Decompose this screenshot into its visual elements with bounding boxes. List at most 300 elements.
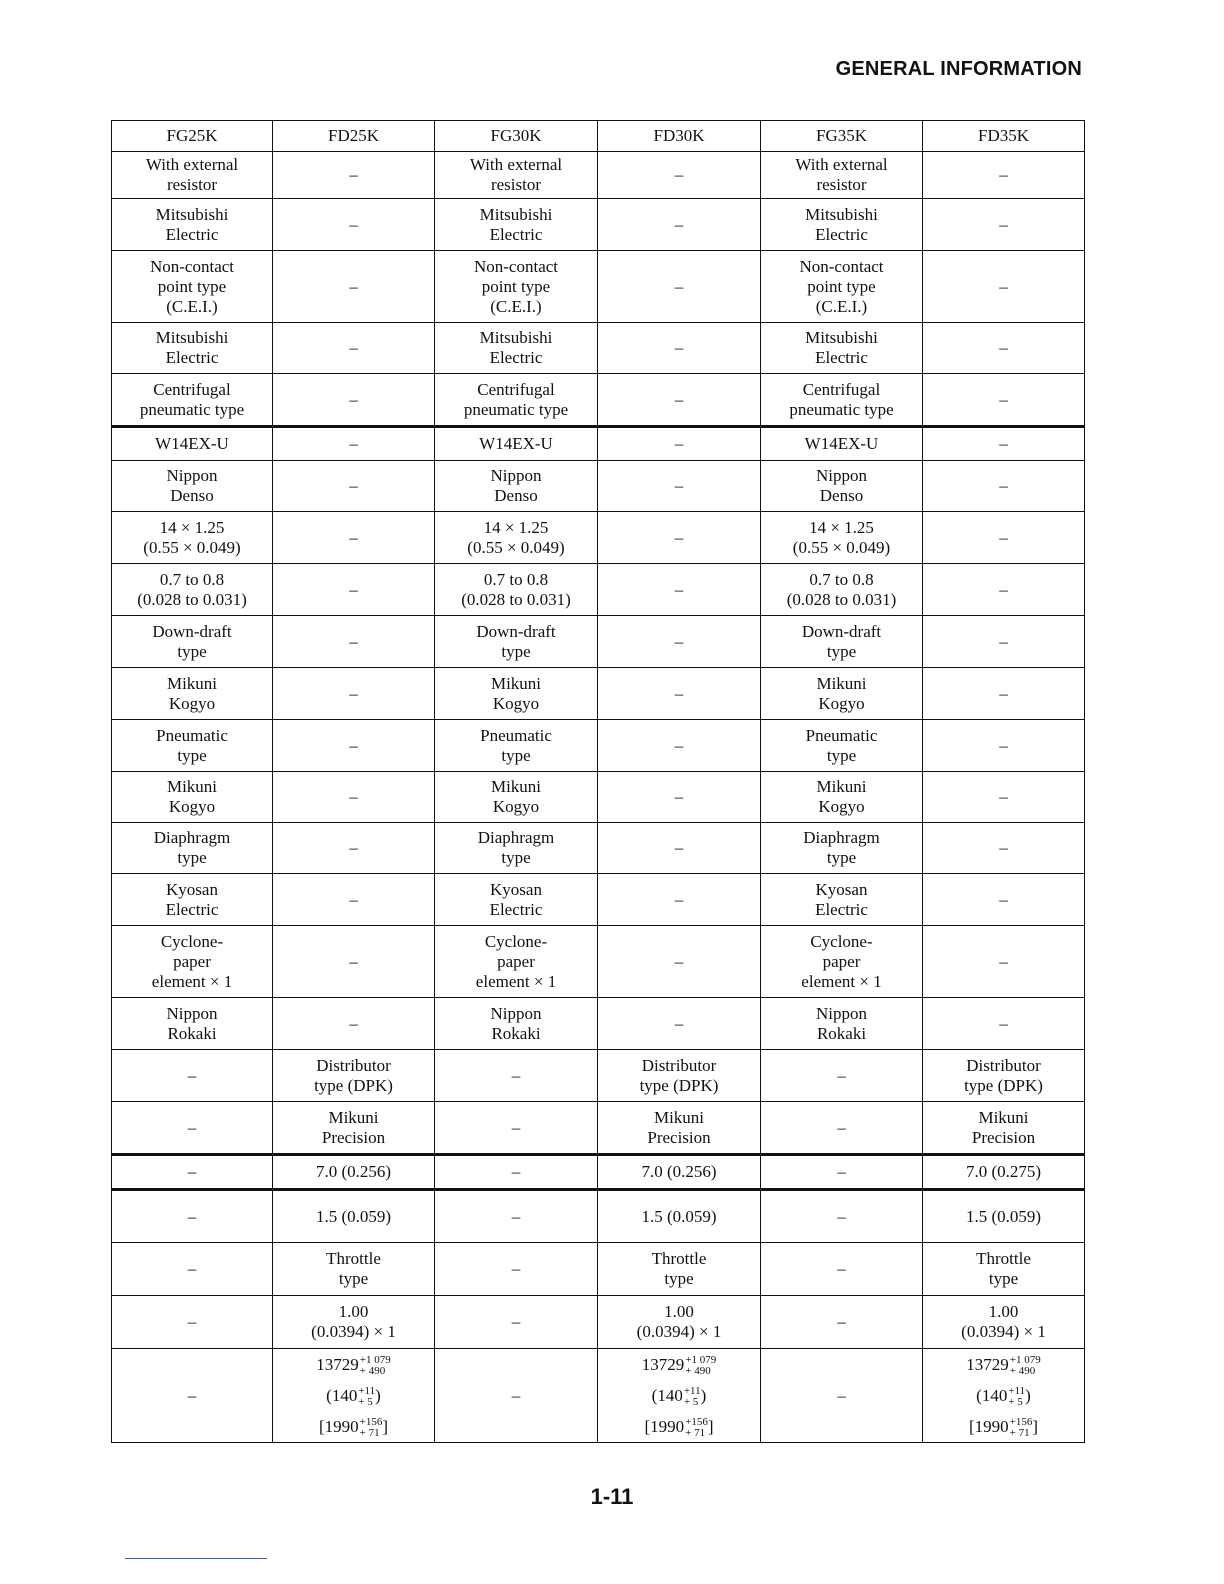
table-cell — [273, 616, 435, 668]
cell-text: Nippon Rokaki — [816, 1003, 867, 1043]
cell-text: – — [674, 214, 684, 234]
table-cell — [923, 427, 1085, 461]
cell-text: – — [999, 787, 1008, 806]
table-cell — [273, 668, 435, 720]
tolerance — [358, 1386, 375, 1408]
tolerance-lower: + 5 — [358, 1396, 373, 1409]
cell-text: Nippon Denso — [166, 466, 218, 505]
pressure-base: (140 — [976, 1386, 1008, 1405]
table-cell — [923, 199, 1085, 251]
tolerance — [1010, 1355, 1041, 1377]
table-cell — [923, 1190, 1085, 1243]
cell-text: Mikuni Kogyo — [166, 673, 218, 713]
cell-text: With external resistor — [469, 155, 563, 194]
tolerance-lower: + 490 — [1009, 1365, 1036, 1378]
cell-text: W14EX-U — [479, 434, 553, 453]
table-row — [112, 374, 1085, 427]
table-cell — [273, 874, 435, 926]
table-cell — [761, 1155, 923, 1190]
table-cell — [761, 772, 923, 823]
table-cell — [273, 374, 435, 427]
cell-text: – — [837, 1206, 846, 1226]
table-cell — [923, 998, 1085, 1050]
table-row — [112, 616, 1085, 668]
table-cell — [923, 564, 1085, 616]
cell-text: – — [349, 527, 358, 547]
cell-text: Mitsubishi Electric — [155, 204, 229, 244]
table-row — [112, 823, 1085, 874]
table-cell — [112, 1190, 273, 1243]
table-cell — [923, 720, 1085, 772]
column-header: FG25K — [112, 121, 273, 152]
cell-text: W14EX-U — [155, 434, 229, 453]
cell-text: – — [349, 889, 358, 909]
cell-text: – — [349, 838, 358, 857]
table-cell — [923, 251, 1085, 323]
table-cell — [761, 874, 923, 926]
table-cell — [761, 616, 923, 668]
cell-text: – — [999, 338, 1008, 357]
tolerance-lower: + 490 — [685, 1365, 711, 1378]
cell-text: Mikuni Precision — [321, 1107, 386, 1147]
cell-text: – — [187, 1312, 197, 1331]
tolerance-lower: + 71 — [1009, 1427, 1030, 1440]
table-cell — [761, 152, 923, 199]
table-cell — [923, 374, 1085, 427]
tolerance — [684, 1386, 701, 1408]
table-cell — [112, 461, 273, 512]
table-row — [112, 772, 1085, 823]
table-row — [112, 512, 1085, 564]
tolerance-lower: + 5 — [683, 1396, 699, 1409]
pressure-base: [1990 — [644, 1417, 685, 1436]
table-cell — [761, 1190, 923, 1243]
table-cell — [435, 152, 598, 199]
cell-text: Mitsubishi Electric — [155, 328, 229, 367]
table-cell — [598, 374, 761, 427]
table-cell — [435, 461, 598, 512]
table-cell — [761, 323, 923, 374]
table-cell — [761, 1243, 923, 1296]
table-cell — [435, 772, 598, 823]
tolerance — [1010, 1417, 1033, 1439]
table-row — [112, 1050, 1085, 1102]
cell-text: – — [674, 735, 684, 755]
cell-text: – — [349, 338, 358, 357]
cell-text: Mikuni Precision — [647, 1107, 711, 1147]
cell-text: Mitsubishi Electric — [805, 204, 878, 244]
table-cell — [923, 1296, 1085, 1349]
table-cell — [112, 823, 273, 874]
table-cell — [112, 251, 273, 323]
table-cell — [112, 152, 273, 199]
table-cell — [761, 1102, 923, 1155]
cell-text: Cyclone- paper element × 1 — [151, 931, 233, 991]
cell-text: 7.0 (0.275) — [965, 1162, 1042, 1181]
cell-text: – — [837, 1312, 846, 1331]
table-cell — [761, 251, 923, 323]
cell-text: With external resistor — [795, 155, 888, 194]
table-cell — [273, 1155, 435, 1190]
table-row — [112, 1349, 1085, 1443]
cell-text: – — [511, 1206, 521, 1226]
cell-text: – — [349, 951, 358, 971]
table-cell — [923, 1243, 1085, 1296]
table-cell — [598, 461, 761, 512]
table-cell — [598, 772, 761, 823]
cell-text: Centrifugal pneumatic type — [139, 379, 245, 419]
cell-text: Throttle type — [976, 1249, 1031, 1288]
cell-text: – — [511, 1385, 521, 1405]
cell-text: 1.00 (0.0394) × 1 — [636, 1302, 722, 1341]
table-row — [112, 1155, 1085, 1190]
table-row — [112, 874, 1085, 926]
cell-text: – — [999, 735, 1008, 755]
cell-text: 0.7 to 0.8 (0.028 to 0.031) — [786, 569, 897, 609]
pressure-value-line — [277, 1411, 430, 1442]
cell-text: Kyosan Electric — [165, 879, 219, 919]
cell-text: Non-contact point type (C.E.I.) — [473, 256, 559, 316]
table-cell — [112, 1349, 273, 1443]
column-header: FD35K — [923, 121, 1085, 152]
cell-text: With external resistor — [145, 155, 239, 194]
table-cell — [435, 1102, 598, 1155]
table-cell — [112, 1243, 273, 1296]
cell-text: – — [999, 951, 1008, 971]
table-cell — [923, 668, 1085, 720]
table-cell — [435, 374, 598, 427]
table-cell — [923, 152, 1085, 199]
table-cell — [273, 461, 435, 512]
table-row — [112, 564, 1085, 616]
cell-text: – — [349, 787, 358, 806]
table-cell — [598, 668, 761, 720]
cell-text: Throttle type — [326, 1249, 381, 1288]
tolerance-upper: +11 — [1008, 1385, 1026, 1398]
table-cell — [598, 564, 761, 616]
cell-text: – — [999, 476, 1008, 495]
tolerance-upper: +11 — [358, 1385, 376, 1398]
table-cell — [598, 874, 761, 926]
pressure-base: [1990 — [318, 1417, 359, 1436]
cell-text: – — [187, 1065, 197, 1085]
cell-text: 1.00 (0.0394) × 1 — [961, 1302, 1046, 1341]
pressure-close: ) — [700, 1386, 707, 1405]
cell-text: Nippon Denso — [816, 466, 867, 505]
cell-text: – — [674, 889, 684, 909]
table-cell — [923, 823, 1085, 874]
cell-text: – — [674, 165, 684, 184]
table-cell — [112, 1050, 273, 1102]
table-cell — [112, 874, 273, 926]
cell-text: Cyclone- paper element × 1 — [801, 931, 882, 991]
tolerance-upper: +156 — [359, 1416, 383, 1429]
table-cell — [598, 1102, 761, 1155]
cell-text: – — [349, 1013, 358, 1033]
table-cell — [761, 1349, 923, 1443]
pressure-value-line — [602, 1349, 756, 1380]
cell-text: Mitsubishi Electric — [479, 204, 553, 244]
table-cell — [761, 1050, 923, 1102]
page-header-title: GENERAL INFORMATION — [835, 58, 1082, 80]
table-cell — [435, 1050, 598, 1102]
pressure-value-line — [927, 1349, 1080, 1380]
cell-text: – — [999, 527, 1008, 547]
table-cell — [273, 772, 435, 823]
table-cell — [273, 564, 435, 616]
table-cell — [273, 152, 435, 199]
table-cell — [598, 512, 761, 564]
cell-text: – — [999, 165, 1008, 184]
tolerance — [685, 1355, 716, 1377]
table-row — [112, 199, 1085, 251]
table-cell — [923, 1349, 1085, 1443]
cell-text: – — [999, 631, 1008, 651]
cell-text: Diaphragm type — [477, 828, 555, 867]
table-cell — [598, 427, 761, 461]
table-cell — [435, 1155, 598, 1190]
pressure-value-line — [927, 1411, 1080, 1442]
pressure-base: 13729 — [966, 1355, 1009, 1374]
cell-text: Nippon Denso — [490, 466, 542, 505]
table-cell — [923, 926, 1085, 998]
table-cell — [761, 461, 923, 512]
column-header: FD30K — [598, 121, 761, 152]
pressure-base: [1990 — [968, 1417, 1009, 1436]
table-cell — [598, 823, 761, 874]
cell-text: Centrifugal pneumatic type — [463, 379, 569, 419]
cell-text: Mikuni Kogyo — [166, 777, 218, 816]
table-cell — [598, 1349, 761, 1443]
table-row — [112, 998, 1085, 1050]
cell-text: Pneumatic type — [156, 725, 228, 765]
column-header: FG35K — [761, 121, 923, 152]
cell-text: 1.5 (0.059) — [315, 1206, 392, 1226]
cell-text: Down-draft type — [476, 621, 556, 661]
cell-text: – — [837, 1065, 846, 1085]
table-cell — [273, 1243, 435, 1296]
pressure-close: ] — [707, 1417, 714, 1436]
cell-text: – — [999, 889, 1008, 909]
tolerance-upper: +1 079 — [1009, 1354, 1041, 1367]
tolerance-upper: +11 — [683, 1385, 701, 1398]
table-cell — [761, 926, 923, 998]
table-cell — [273, 998, 435, 1050]
pressure-value-line — [927, 1380, 1080, 1411]
table-cell — [435, 427, 598, 461]
cell-text: – — [511, 1117, 521, 1137]
table-cell — [112, 374, 273, 427]
table-cell — [923, 874, 1085, 926]
cell-text: Cyclone- paper element × 1 — [475, 931, 557, 991]
cell-text: 0.7 to 0.8 (0.028 to 0.031) — [461, 569, 571, 609]
table-row — [112, 1102, 1085, 1155]
cell-text: – — [674, 338, 684, 357]
table-row — [112, 251, 1085, 323]
footer-rule — [125, 1558, 267, 1559]
cell-text: – — [999, 434, 1008, 453]
cell-text: – — [511, 1162, 521, 1181]
cell-text: Mikuni Kogyo — [816, 777, 867, 816]
table-cell — [761, 427, 923, 461]
cell-text: Pneumatic type — [480, 725, 552, 765]
table-cell — [761, 720, 923, 772]
pressure-close: ) — [1025, 1386, 1031, 1405]
table-cell — [598, 720, 761, 772]
table-cell — [273, 1349, 435, 1443]
cell-text: – — [349, 579, 358, 599]
cell-text: – — [674, 389, 684, 409]
table-cell — [598, 1155, 761, 1190]
table-cell — [435, 199, 598, 251]
cell-text: Distributor type (DPK) — [639, 1055, 719, 1095]
tolerance — [360, 1417, 383, 1439]
cell-text: – — [349, 631, 358, 651]
pressure-close: ] — [1032, 1417, 1039, 1436]
table-cell — [112, 1155, 273, 1190]
table-cell — [923, 616, 1085, 668]
pressure-base: 13729 — [316, 1355, 359, 1374]
table-cell — [112, 720, 273, 772]
table-cell — [598, 1296, 761, 1349]
table-cell — [273, 1102, 435, 1155]
cell-text: – — [187, 1259, 197, 1278]
tolerance-lower: + 490 — [359, 1365, 386, 1378]
table-cell — [435, 616, 598, 668]
pressure-base: (140 — [326, 1386, 358, 1405]
cell-text: 14 × 1.25 (0.55 × 0.049) — [467, 517, 565, 557]
cell-text: – — [674, 631, 684, 651]
cell-text: W14EX-U — [804, 434, 879, 453]
table-cell — [598, 199, 761, 251]
cell-text: Diaphragm type — [153, 828, 231, 867]
table-cell — [435, 720, 598, 772]
table-row — [112, 720, 1085, 772]
pressure-close: ] — [382, 1417, 389, 1436]
cell-text: – — [187, 1162, 197, 1181]
tolerance — [685, 1417, 708, 1439]
cell-text: Kyosan Electric — [815, 879, 868, 919]
table-row — [112, 1296, 1085, 1349]
table-cell — [598, 616, 761, 668]
cell-text: Mitsubishi Electric — [479, 328, 553, 367]
cell-text: – — [674, 683, 684, 703]
table-row — [112, 1243, 1085, 1296]
pressure-base: 13729 — [641, 1355, 685, 1374]
cell-text: – — [999, 389, 1008, 409]
table-cell — [273, 323, 435, 374]
cell-text: Diaphragm type — [803, 828, 880, 867]
table-cell — [112, 1102, 273, 1155]
table-header-row — [112, 121, 1085, 152]
tolerance-lower: + 5 — [1008, 1396, 1023, 1409]
cell-text: – — [511, 1259, 521, 1278]
cell-text: 0.7 to 0.8 (0.028 to 0.031) — [137, 569, 247, 609]
cell-text: Distributor type (DPK) — [314, 1055, 393, 1095]
tolerance-upper: +1 079 — [685, 1354, 717, 1367]
table-cell — [112, 427, 273, 461]
table-cell — [598, 251, 761, 323]
cell-text: – — [511, 1312, 521, 1331]
cell-text: – — [187, 1385, 197, 1405]
tolerance — [1008, 1386, 1025, 1408]
cell-text: – — [999, 579, 1008, 599]
tolerance-lower: + 71 — [685, 1427, 706, 1440]
table-cell — [923, 772, 1085, 823]
table-row — [112, 152, 1085, 199]
cell-text: Non-contact point type (C.E.I.) — [149, 256, 235, 316]
table-cell — [273, 512, 435, 564]
cell-text: Mitsubishi Electric — [805, 328, 878, 367]
table-cell — [761, 374, 923, 427]
table-cell — [435, 926, 598, 998]
table-cell — [435, 823, 598, 874]
cell-text: Distributor type (DPK) — [964, 1055, 1043, 1095]
table-cell — [112, 998, 273, 1050]
table-cell — [761, 668, 923, 720]
table-row — [112, 427, 1085, 461]
table-cell — [761, 199, 923, 251]
cell-text: – — [674, 434, 684, 453]
cell-text: – — [837, 1385, 846, 1405]
table-cell — [761, 823, 923, 874]
table-cell — [923, 1102, 1085, 1155]
pressure-value-line — [602, 1380, 756, 1411]
table-row — [112, 323, 1085, 374]
tolerance — [360, 1355, 391, 1377]
table-row — [112, 668, 1085, 720]
cell-text: – — [511, 1065, 521, 1085]
table-cell — [598, 1190, 761, 1243]
cell-text: Down-draft type — [152, 621, 232, 661]
table-cell — [273, 926, 435, 998]
cell-text: – — [187, 1117, 197, 1137]
cell-text: Mikuni Kogyo — [490, 777, 542, 816]
cell-text: Nippon Rokaki — [166, 1003, 218, 1043]
table-cell — [112, 616, 273, 668]
cell-text: – — [837, 1259, 846, 1278]
table-cell — [435, 998, 598, 1050]
pressure-base: (140 — [651, 1386, 683, 1405]
cell-text: – — [674, 787, 684, 806]
table-cell — [273, 251, 435, 323]
table-cell — [598, 926, 761, 998]
table-cell — [435, 564, 598, 616]
pressure-close: ) — [375, 1386, 381, 1405]
table-cell — [435, 1349, 598, 1443]
table-cell — [761, 512, 923, 564]
table-cell — [598, 998, 761, 1050]
table-cell — [923, 1050, 1085, 1102]
cell-text: Kyosan Electric — [489, 879, 543, 919]
cell-text: – — [187, 1206, 197, 1226]
table-cell — [112, 564, 273, 616]
table-cell — [112, 323, 273, 374]
cell-text: – — [674, 276, 684, 296]
tolerance-upper: +1 079 — [359, 1354, 391, 1367]
table-row — [112, 926, 1085, 998]
page-number: 1-11 — [590, 1484, 634, 1509]
column-header: FD25K — [273, 121, 435, 152]
cell-text: – — [674, 527, 684, 547]
table-cell — [112, 668, 273, 720]
cell-text: – — [674, 838, 684, 857]
cell-text: – — [349, 683, 358, 703]
table-cell — [112, 512, 273, 564]
table-cell — [112, 199, 273, 251]
tolerance-lower: + 71 — [359, 1427, 380, 1440]
cell-text: – — [999, 838, 1008, 857]
